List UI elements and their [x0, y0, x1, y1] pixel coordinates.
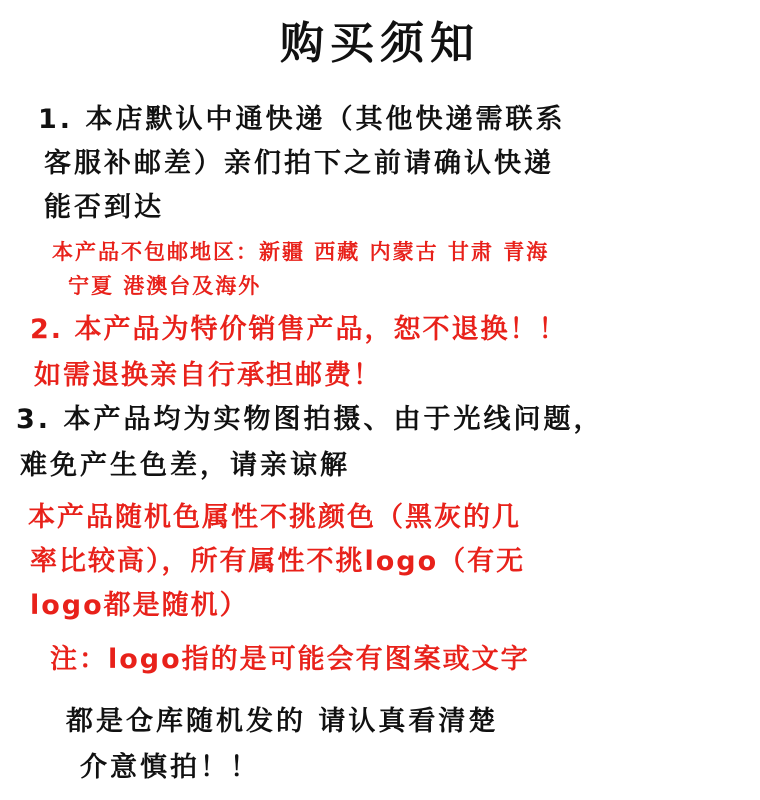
random-color-line-2: 率比较高），所有属性不挑logo（有无 — [30, 546, 526, 577]
shipping-note-line-3: 能否到达 — [44, 192, 164, 223]
warehouse-note: 都是仓库随机发的 请认真看清楚 — [66, 706, 499, 737]
page-title: 购买须知 — [280, 18, 480, 69]
random-color-line-1: 本产品随机色属性不挑颜色（黑灰的几 — [28, 502, 521, 533]
photo-note-line-1: 3. 本产品均为实物图拍摄、由于光线问题， — [16, 404, 604, 435]
shipping-note-line-2: 客服补邮差）亲们拍下之前请确认快递 — [44, 148, 554, 179]
no-return-line-1: 2. 本产品为特价销售产品，恕不退换！！ — [30, 314, 568, 345]
excluded-regions-line-2: 宁夏 港澳台及海外 — [68, 274, 262, 298]
caution-note: 介意慎拍！！ — [80, 752, 260, 783]
no-return-line-2: 如需退换亲自行承担邮费！ — [34, 360, 382, 391]
random-color-line-3: logo都是随机） — [30, 590, 249, 621]
excluded-regions-line-1: 本产品不包邮地区：新疆 西藏 内蒙古 甘肃 青海 — [52, 240, 550, 264]
logo-note: 注：logo指的是可能会有图案或文字 — [50, 644, 530, 675]
shipping-note-line-1: 1. 本店默认中通快递（其他快递需联系 — [38, 104, 566, 135]
photo-note-line-2: 难免产生色差，请亲谅解 — [20, 450, 350, 481]
